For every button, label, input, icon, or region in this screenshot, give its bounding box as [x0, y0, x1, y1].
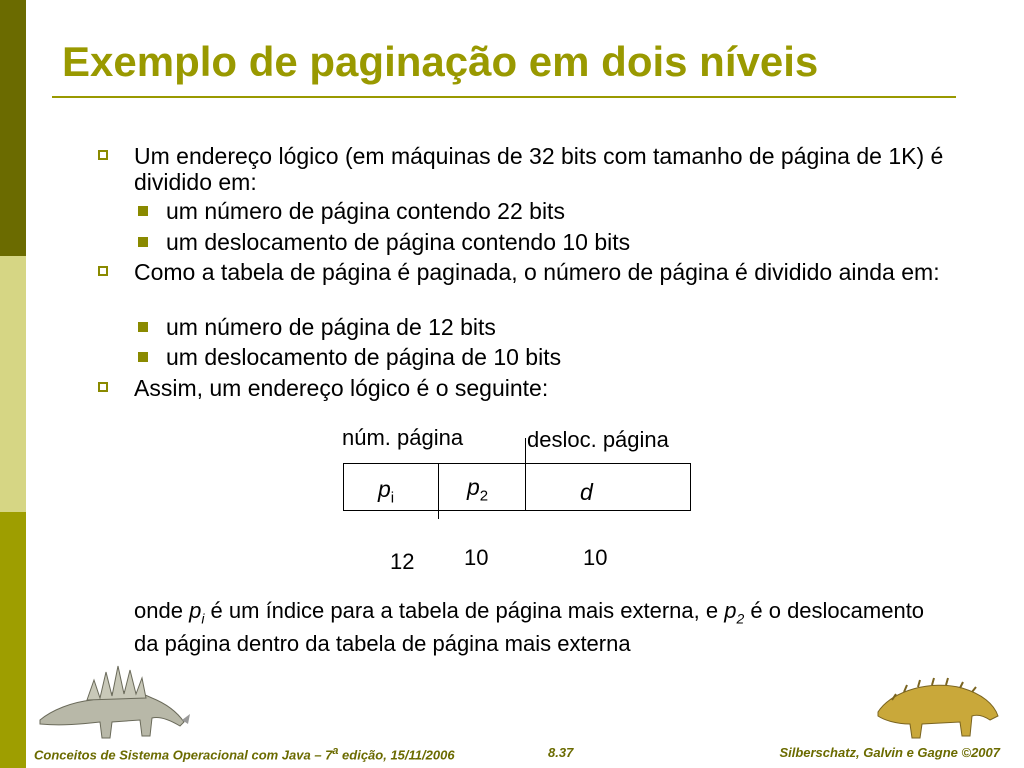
- subbullet-text: um deslocamento de página de 10 bits: [166, 344, 562, 370]
- field-d: d: [580, 479, 593, 505]
- bits-d: 10: [583, 545, 608, 570]
- filled-square-bullet-icon: [138, 352, 148, 362]
- explanation-note: onde $p_i$ é um índice para a tabela de página mais externa, e $p_2$ é o deslocamento da página dentro da tabela de página mais externa: [134, 598, 925, 657]
- field-p1: $p_i$: [378, 476, 395, 507]
- hollow-square-bullet-icon: [98, 150, 108, 160]
- page-number-label: núm. página: [342, 425, 464, 450]
- subbullet-page-number-12: [166, 314, 986, 340]
- bullet-text: Como a tabela de página é paginada, o número de página é dividido ainda em:: [134, 259, 940, 285]
- filled-square-bullet-icon: [138, 237, 148, 247]
- logical-address-box: [343, 463, 691, 511]
- bullet-text: Um endereço lógico (em máquinas de 32 bits com tamanho de página de 1K) é dividido em:: [134, 143, 944, 195]
- bullet-logical-address-format: [134, 375, 994, 401]
- field-p2: $p_2$: [467, 474, 489, 505]
- filled-square-bullet-icon: [138, 206, 148, 216]
- sidebar-middle-band: [0, 256, 26, 512]
- bits-p2: 10: [464, 545, 489, 570]
- bits-p1: 12: [390, 549, 415, 574]
- subbullet-page-number-22: [166, 198, 986, 224]
- ankylosaurus-icon: [872, 672, 1002, 744]
- subbullet-offset-10-second: [166, 344, 986, 370]
- sidebar-bottom-band: [0, 512, 26, 768]
- title-underline: [52, 96, 956, 98]
- footer-course-title: Conceitos de Sistema Operacional com Java – 7$^a$ edição, 15/11/2006: [34, 745, 455, 763]
- inner-page-divider: [438, 463, 439, 519]
- subbullet-text: um deslocamento de página contendo 10 bits: [166, 229, 631, 255]
- hollow-square-bullet-icon: [98, 382, 108, 392]
- subbullet-text: um número de página contendo 22 bits: [166, 198, 565, 224]
- stegosaurus-icon: [32, 650, 192, 742]
- hollow-square-bullet-icon: [98, 266, 108, 276]
- footer-copyright: Silberschatz, Galvin e Gagne ©2007: [779, 745, 1000, 760]
- subbullet-offset-10: [166, 229, 986, 255]
- footer-page-number: 8.37: [548, 745, 574, 760]
- sidebar-top-band: [0, 0, 26, 256]
- page-offset-label: desloc. página: [527, 427, 669, 452]
- page-offset-divider: [525, 438, 526, 511]
- bullet-page-table-paged: [134, 259, 994, 285]
- bullet-text: Assim, um endereço lógico é o seguinte:: [134, 375, 549, 401]
- slide-title: Exemplo de paginação em dois níveis: [62, 38, 819, 85]
- subbullet-text: um número de página de 12 bits: [166, 314, 496, 340]
- filled-square-bullet-icon: [138, 322, 148, 332]
- bullet-logical-address: [134, 143, 994, 195]
